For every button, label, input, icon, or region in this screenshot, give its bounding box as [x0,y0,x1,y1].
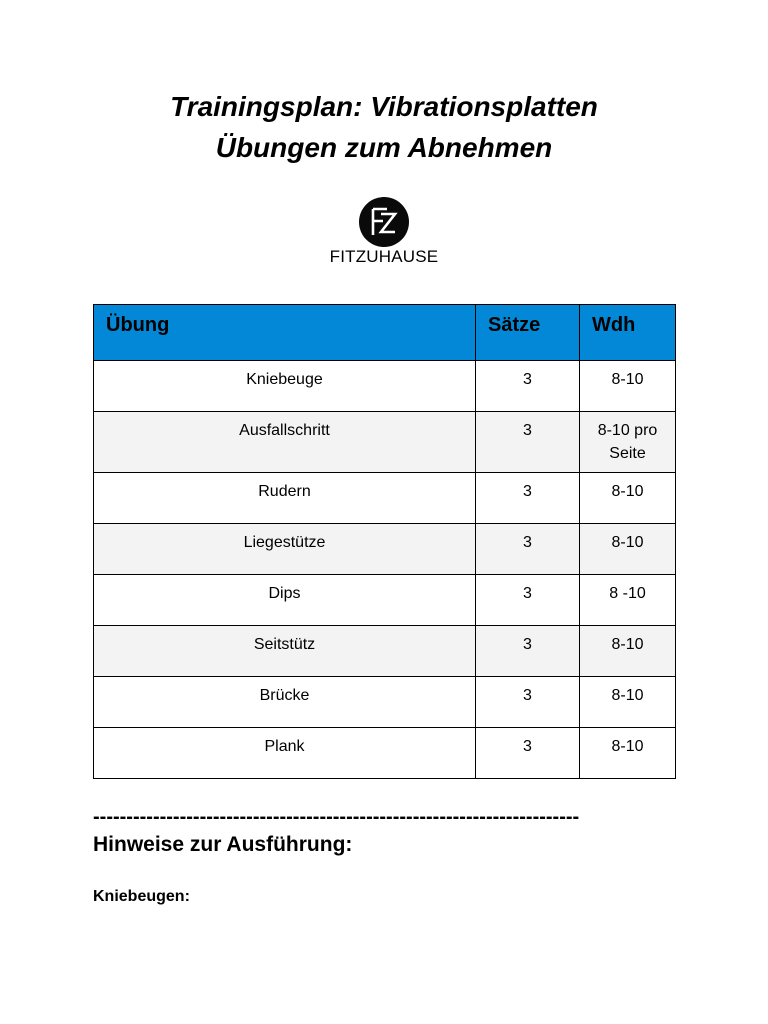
header-exercise: Übung [94,305,476,361]
notes-subheading: Kniebeugen: [93,888,190,905]
reps-cell: 8-10 [580,473,676,524]
exercise-cell: Seitstütz [94,626,476,677]
fz-monogram-icon [359,197,409,247]
sets-cell: 3 [476,575,580,626]
fz-monogram-glyph [359,197,409,247]
table-header-row [94,305,676,361]
sets-cell: 3 [476,677,580,728]
sets-cell: 3 [476,626,580,677]
sets-cell: 3 [476,412,580,473]
table-row [94,412,676,473]
notes-heading: Hinweise zur Ausführung: [93,833,353,856]
exercise-cell: Rudern [94,473,476,524]
reps-cell: 8-10 [580,677,676,728]
exercise-cell: Liegestütze [94,524,476,575]
logo-text-zuhause: ZUHAUSE [355,247,439,266]
sets-cell: 3 [476,728,580,779]
table-row [94,575,676,626]
sets-cell: 3 [476,361,580,412]
table-row [94,626,676,677]
reps-cell: 8 -10 [580,575,676,626]
training-table [93,304,676,779]
reps-cell: 8-10 [580,728,676,779]
logo-wordmark [0,247,768,267]
table-row [94,473,676,524]
title-line-1: Trainingsplan: Vibrationsplatten [170,91,598,122]
exercise-cell: Brücke [94,677,476,728]
reps-cell: 8-10 [580,524,676,575]
header-sets: Sätze [476,305,580,361]
dashed-divider: ------------------------------------------------------------------------- [93,806,580,828]
exercise-cell: Plank [94,728,476,779]
reps-cell: 8-10 [580,361,676,412]
logo-text-fit: FIT [329,247,356,266]
sets-cell: 3 [476,473,580,524]
reps-cell: 8-10 [580,626,676,677]
sets-cell: 3 [476,524,580,575]
table-row [94,361,676,412]
exercise-cell: Dips [94,575,476,626]
table-row [94,677,676,728]
table-row [94,524,676,575]
table-row [94,728,676,779]
header-reps: Wdh [580,305,676,361]
reps-cell: 8-10 pro Seite [580,412,676,473]
fitzuhause-logo [0,197,768,267]
exercise-cell: Ausfallschritt [94,412,476,473]
exercise-cell: Kniebeuge [94,361,476,412]
document-title [0,86,768,168]
title-line-2: Übungen zum Abnehmen [215,132,553,163]
